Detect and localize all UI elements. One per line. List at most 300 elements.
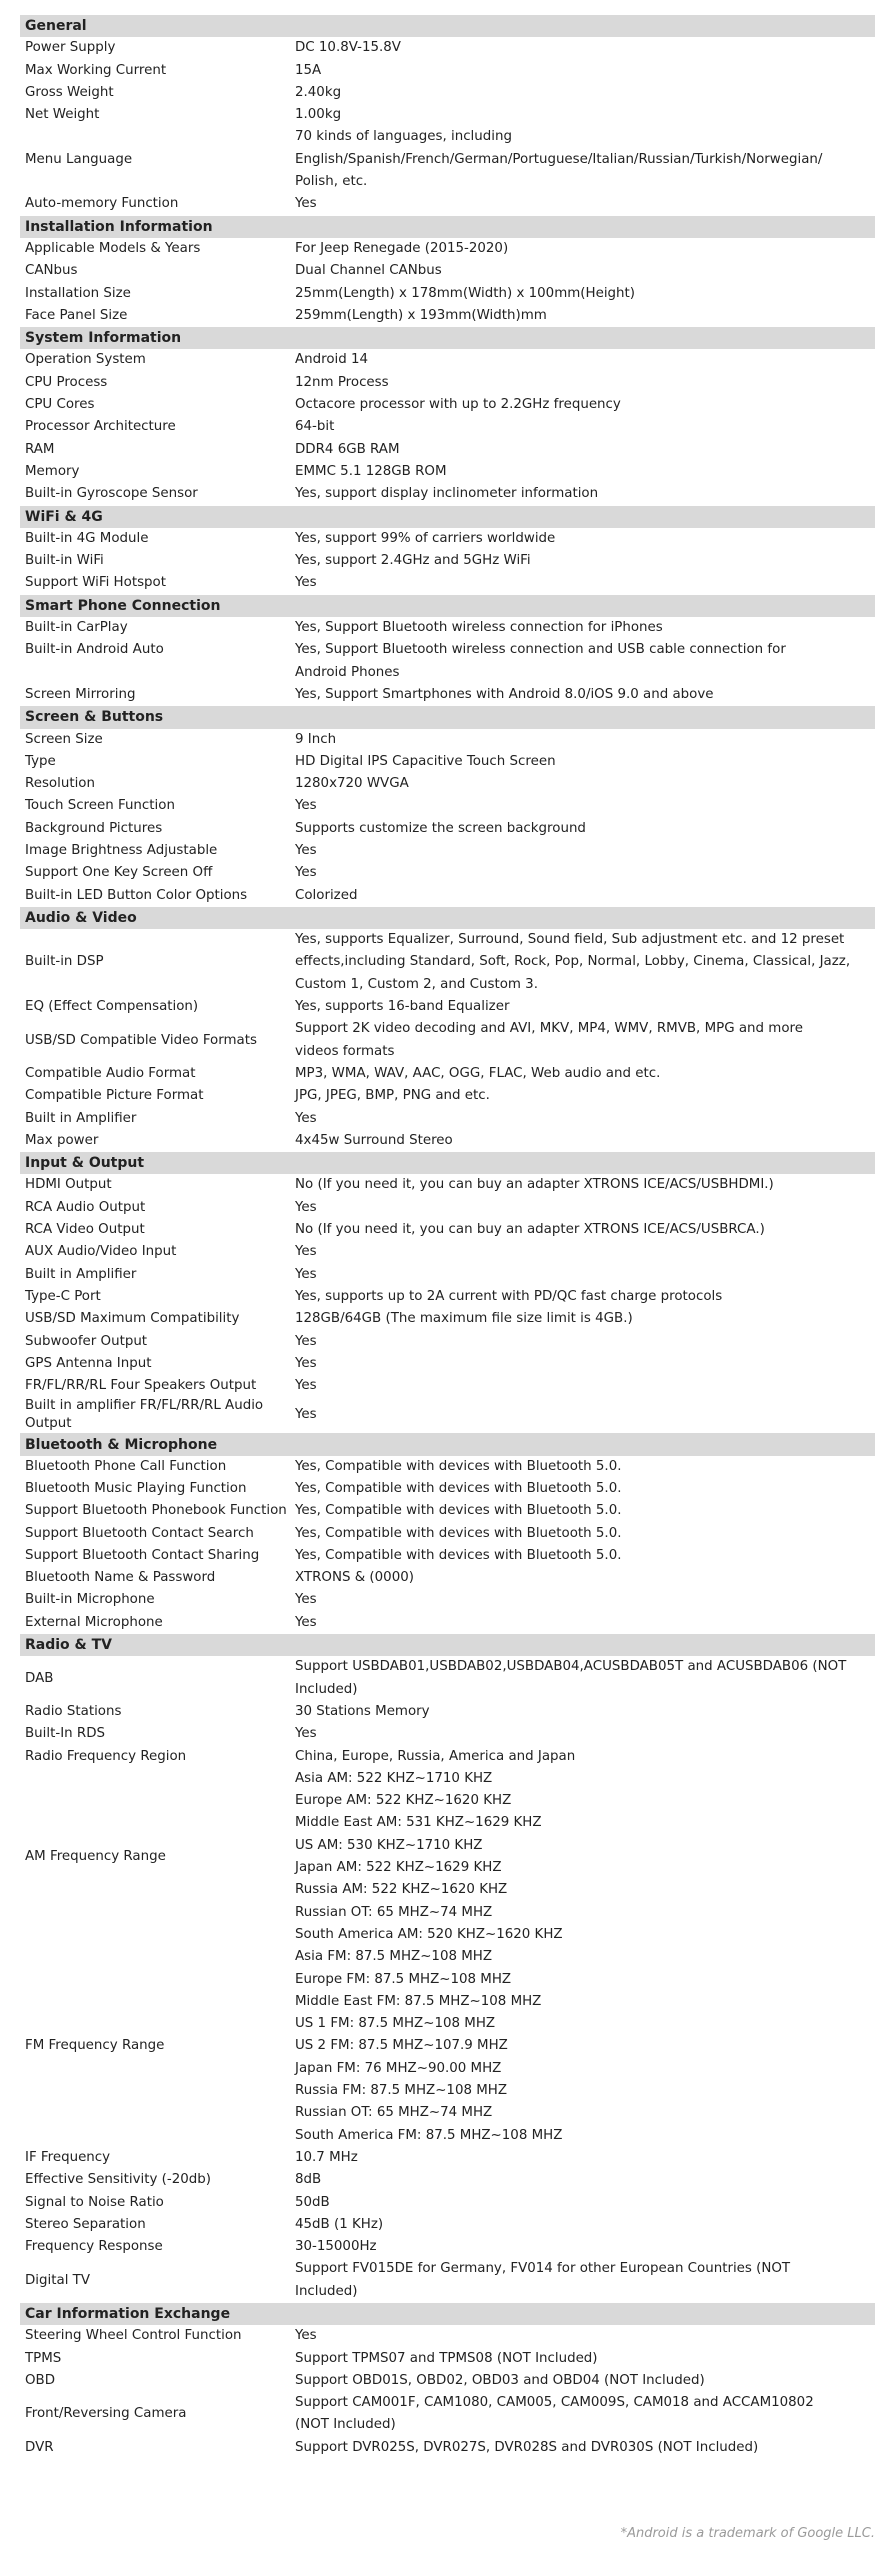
- spec-label: CPU Process: [25, 374, 108, 390]
- section-header: Bluetooth & Microphone: [20, 1433, 875, 1455]
- spec-value-line: South America AM: 520 KHZ~1620 KHZ: [295, 1926, 563, 1942]
- spec-label: Auto-memory Function: [25, 196, 179, 212]
- spec-value: [295, 1130, 875, 1152]
- spec-value-line: Yes: [295, 1378, 317, 1394]
- spec-value: [295, 2392, 875, 2437]
- spec-row: [20, 60, 875, 82]
- spec-value-line: 8dB: [295, 2172, 322, 2188]
- spec-label: GPS Antenna Input: [25, 1355, 152, 1371]
- spec-value: [295, 1264, 875, 1286]
- spec-row: [20, 773, 875, 795]
- spec-value-line: Yes, support 99% of carriers worldwide: [295, 530, 556, 546]
- spec-value: [295, 461, 875, 483]
- spec-row: [20, 372, 875, 394]
- spec-value-line: XTRONS & (0000): [295, 1570, 414, 1586]
- section-header: Radio & TV: [20, 1634, 875, 1656]
- spec-value: [295, 37, 875, 59]
- spec-value: [295, 2325, 875, 2347]
- spec-row: [20, 1219, 875, 1241]
- spec-label: Applicable Models & Years: [25, 240, 201, 256]
- spec-row: [20, 840, 875, 862]
- spec-value: [295, 795, 875, 817]
- spec-row: [20, 1331, 875, 1353]
- spec-value-line: Support TPMS07 and TPMS08 (NOT Included): [295, 2350, 598, 2366]
- spec-row: [20, 1018, 875, 1063]
- spec-row: [20, 1500, 875, 1522]
- spec-label: EQ (Effect Compensation): [25, 999, 199, 1015]
- spec-value: [295, 2437, 875, 2459]
- spec-label: Support WiFi Hotspot: [25, 575, 166, 591]
- spec-value: [295, 1746, 875, 1768]
- spec-value: [295, 82, 875, 104]
- spec-value-line: Supports customize the screen background: [295, 820, 586, 836]
- spec-row: [20, 929, 875, 996]
- spec-value-line: Yes, support 2.4GHz and 5GHz WiFi: [295, 553, 531, 569]
- spec-row: [20, 461, 875, 483]
- spec-value: [295, 1612, 875, 1634]
- spec-value: [295, 1456, 875, 1478]
- spec-label: IF Frequency: [25, 2149, 111, 2165]
- spec-value: [295, 840, 875, 862]
- spec-value-line: No (If you need it, you can buy an adapter XTRONS ICE/ACS/USBHDMI.): [295, 1177, 774, 1193]
- spec-row: [20, 2392, 875, 2437]
- spec-value-line: Yes: [295, 1614, 317, 1630]
- spec-value-line: US 2 FM: 87.5 MHZ~107.9 MHZ: [295, 2038, 508, 2054]
- spec-label: DAB: [25, 1670, 54, 1686]
- spec-row: [20, 751, 875, 773]
- spec-row: [20, 1701, 875, 1723]
- section-header: Installation Information: [20, 216, 875, 238]
- spec-value-line: 12nm Process: [295, 374, 389, 390]
- spec-value-line: Yes: [295, 842, 317, 858]
- spec-label: Subwoofer Output: [25, 1333, 148, 1349]
- spec-label: Radio Frequency Region: [25, 1748, 187, 1764]
- spec-value-line: Yes, Compatible with devices with Bluetooth 5.0.: [295, 1458, 622, 1474]
- spec-row: [20, 416, 875, 438]
- spec-value-line: Yes, Compatible with devices with Bluetooth 5.0.: [295, 1503, 622, 1519]
- spec-value: [295, 1567, 875, 1589]
- spec-value: [295, 729, 875, 751]
- spec-value-line: Dual Channel CANbus: [295, 263, 442, 279]
- section-header: Screen & Buttons: [20, 706, 875, 728]
- spec-value: [295, 1768, 875, 1946]
- spec-value: [295, 1723, 875, 1745]
- spec-value: [295, 1353, 875, 1375]
- spec-row: [20, 1656, 875, 1701]
- spec-value-line: 10.7 MHz: [295, 2149, 358, 2165]
- spec-value: [295, 283, 875, 305]
- spec-value-line: China, Europe, Russia, America and Japan: [295, 1748, 576, 1764]
- section-header: Car Information Exchange: [20, 2303, 875, 2325]
- spec-value-line: Yes, Support Smartphones with Android 8.0/iOS 9.0 and above: [295, 686, 714, 702]
- spec-value-line: 15A: [295, 62, 322, 78]
- spec-value-line: Yes, Compatible with devices with Bluetooth 5.0.: [295, 1547, 622, 1563]
- spec-label: Screen Mirroring: [25, 686, 136, 702]
- spec-value: [295, 1404, 875, 1426]
- spec-value: [295, 1589, 875, 1611]
- spec-label: Built-in DSP: [25, 954, 104, 970]
- spec-label: Compatible Audio Format: [25, 1065, 196, 1081]
- spec-label: USB/SD Maximum Compatibility: [25, 1311, 240, 1327]
- spec-value-line: 30 Stations Memory: [295, 1703, 430, 1719]
- spec-label: Built-in CarPlay: [25, 620, 128, 636]
- spec-row: [20, 1523, 875, 1545]
- spec-label: Image Brightness Adjustable: [25, 842, 218, 858]
- spec-label: Front/Reversing Camera: [25, 2406, 187, 2422]
- spec-value-line: Yes: [295, 196, 317, 212]
- spec-value-line: Yes: [295, 1355, 317, 1371]
- spec-label: Built in amplifier FR/FL/RR/RL Audio Output: [25, 1398, 264, 1432]
- spec-value-line: Yes, Support Bluetooth wireless connection for iPhones: [295, 620, 663, 636]
- spec-value-line: Yes: [295, 2328, 317, 2344]
- spec-value-line: Middle East FM: 87.5 MHZ~108 MHZ: [295, 1993, 542, 2009]
- spec-value: [295, 751, 875, 773]
- spec-value-line: Yes, Compatible with devices with Bluetooth 5.0.: [295, 1481, 622, 1496]
- spec-value-line: Russian OT: 65 MHZ~74 MHZ: [295, 1904, 493, 1920]
- spec-value: [295, 2258, 875, 2303]
- spec-value-line: Russia AM: 522 KHZ~1620 KHZ: [295, 1882, 508, 1898]
- spec-label: External Microphone: [25, 1614, 163, 1630]
- spec-label: OBD: [25, 2372, 56, 2388]
- spec-label: Steering Wheel Control Function: [25, 2328, 242, 2344]
- spec-label: Built-in WiFi: [25, 553, 104, 569]
- spec-row: [20, 996, 875, 1018]
- spec-value-line: Yes: [295, 798, 317, 814]
- spec-value-line: 45dB (1 KHz): [295, 2216, 384, 2232]
- spec-label: RAM: [25, 441, 55, 457]
- spec-label: Bluetooth Phone Call Function: [25, 1458, 227, 1474]
- spec-row: [20, 1241, 875, 1263]
- spec-row: [20, 2169, 875, 2191]
- spec-label: Net Weight: [25, 107, 100, 123]
- spec-value-line: (NOT Included): [295, 2417, 396, 2433]
- spec-value: [295, 773, 875, 795]
- spec-value-line: Russia FM: 87.5 MHZ~108 MHZ: [295, 2083, 508, 2099]
- spec-row: [20, 2192, 875, 2214]
- spec-value: [295, 193, 875, 215]
- spec-value-line: Android Phones: [295, 664, 400, 680]
- spec-value-line: Yes, supports up to 2A current with PD/QC fast charge protocols: [295, 1288, 723, 1304]
- spec-value-line: Yes: [295, 1592, 317, 1608]
- spec-row: [20, 1768, 875, 1946]
- spec-value: [295, 996, 875, 1018]
- spec-value: [295, 104, 875, 126]
- spec-value-line: Yes: [295, 1726, 317, 1742]
- spec-value: [295, 1701, 875, 1723]
- spec-row: [20, 349, 875, 371]
- spec-value-line: Custom 1, Custom 2, and Custom 3.: [295, 976, 538, 992]
- spec-row: [20, 1174, 875, 1196]
- spec-label: Support One Key Screen Off: [25, 865, 213, 881]
- spec-label: Stereo Separation: [25, 2216, 146, 2232]
- spec-row: [20, 617, 875, 639]
- spec-value: [295, 1286, 875, 1308]
- spec-label: Screen Size: [25, 731, 103, 747]
- spec-value-line: Asia FM: 87.5 MHZ~108 MHZ: [295, 1949, 493, 1965]
- spec-label: Compatible Picture Format: [25, 1088, 204, 1104]
- spec-row: [20, 1478, 875, 1500]
- spec-value: [295, 617, 875, 639]
- spec-value: [295, 929, 875, 996]
- section-header: Smart Phone Connection: [20, 595, 875, 617]
- spec-value: [295, 238, 875, 260]
- spec-label: Installation Size: [25, 285, 131, 301]
- spec-label: Support Bluetooth Contact Sharing: [25, 1547, 260, 1563]
- spec-row: [20, 283, 875, 305]
- spec-row: [20, 729, 875, 751]
- spec-value-line: Japan AM: 522 KHZ~1629 KHZ: [295, 1860, 502, 1876]
- spec-value-line: Colorized: [295, 887, 358, 903]
- spec-row: [20, 1746, 875, 1768]
- spec-label: DVR: [25, 2439, 54, 2455]
- spec-value: [295, 394, 875, 416]
- spec-value: [295, 1500, 875, 1522]
- spec-value: [295, 126, 875, 193]
- spec-row: [20, 2214, 875, 2236]
- spec-row: [20, 260, 875, 282]
- spec-value-line: HD Digital IPS Capacitive Touch Screen: [295, 753, 556, 769]
- spec-value-line: 50dB: [295, 2194, 330, 2210]
- spec-value: [295, 1108, 875, 1130]
- spec-row: [20, 1589, 875, 1611]
- spec-label: Frequency Response: [25, 2239, 163, 2255]
- spec-row: [20, 1085, 875, 1107]
- spec-value: [295, 1308, 875, 1330]
- spec-value-line: effects,including Standard, Soft, Rock, Pop, Normal, Lobby, Cinema, Classical, Jazz,: [295, 954, 851, 970]
- spec-value: [295, 305, 875, 327]
- spec-label: Touch Screen Function: [25, 798, 175, 814]
- section-header: General: [20, 15, 875, 37]
- spec-value-line: Support USBDAB01,USBDAB02,USBDAB04,ACUSBDAB05T and ACUSBDAB06 (NOT: [295, 1659, 847, 1675]
- spec-value-line: Octacore processor with up to 2.2GHz frequency: [295, 397, 621, 413]
- spec-value: [295, 2236, 875, 2258]
- spec-label: Built-in LED Button Color Options: [25, 887, 248, 903]
- spec-label: Built-In RDS: [25, 1726, 106, 1742]
- spec-value-line: 259mm(Length) x 193mm(Width)mm: [295, 307, 547, 323]
- spec-value-line: 4x45w Surround Stereo: [295, 1132, 453, 1148]
- spec-value: [295, 550, 875, 572]
- spec-value-line: Russian OT: 65 MHZ~74 MHZ: [295, 2105, 493, 2121]
- spec-row: [20, 1308, 875, 1330]
- spec-label: TPMS: [25, 2350, 62, 2366]
- spec-row: [20, 1397, 875, 1433]
- spec-label: Memory: [25, 463, 80, 479]
- spec-value-line: Included): [295, 2283, 358, 2299]
- spec-row: [20, 1612, 875, 1634]
- spec-value: [295, 1523, 875, 1545]
- spec-row: [20, 1108, 875, 1130]
- spec-row: [20, 2236, 875, 2258]
- spec-value-line: 30-15000Hz: [295, 2239, 377, 2255]
- spec-value-line: 1.00kg: [295, 107, 342, 123]
- spec-row: [20, 439, 875, 461]
- spec-value: [295, 528, 875, 550]
- spec-value-line: Japan FM: 76 MHZ~90.00 MHZ: [295, 2060, 502, 2076]
- spec-row: [20, 1375, 875, 1397]
- spec-label: Bluetooth Name & Password: [25, 1570, 216, 1586]
- spec-value-line: Support OBD01S, OBD02, OBD03 and OBD04 (NOT Included): [295, 2372, 705, 2388]
- spec-row: [20, 684, 875, 706]
- spec-value-line: Support DVR025S, DVR027S, DVR028S and DVR030S (NOT Included): [295, 2439, 759, 2455]
- spec-value: [295, 862, 875, 884]
- spec-value: [295, 1545, 875, 1567]
- spec-row: [20, 2437, 875, 2459]
- spec-value: [295, 1197, 875, 1219]
- spec-value-line: videos formats: [295, 1043, 395, 1059]
- spec-row: [20, 394, 875, 416]
- section-header: Input & Output: [20, 1152, 875, 1174]
- spec-value: [295, 60, 875, 82]
- spec-value-line: 64-bit: [295, 419, 335, 435]
- spec-label: FM Frequency Range: [25, 2038, 165, 2054]
- spec-row: [20, 1063, 875, 1085]
- spec-value: [295, 885, 875, 907]
- spec-value: [295, 1018, 875, 1063]
- spec-label: Support Bluetooth Contact Search: [25, 1525, 254, 1541]
- spec-value-line: Yes, supports 16-band Equalizer: [295, 999, 510, 1015]
- spec-value-line: Support CAM001F, CAM1080, CAM005, CAM009S, CAM018 and ACCAM10802: [295, 2395, 814, 2411]
- spec-row: [20, 795, 875, 817]
- spec-label: Processor Architecture: [25, 419, 176, 435]
- spec-value: [295, 639, 875, 684]
- spec-row: [20, 1946, 875, 2147]
- spec-value-line: Europe FM: 87.5 MHZ~108 MHZ: [295, 1971, 512, 1987]
- spec-value-line: Yes, Support Bluetooth wireless connection and USB cable connection for: [295, 642, 786, 658]
- spec-label: CPU Cores: [25, 397, 95, 413]
- spec-table: [20, 15, 875, 2459]
- spec-row: [20, 483, 875, 505]
- spec-value-line: Yes, support display inclinometer information: [295, 486, 599, 502]
- spec-label: AM Frequency Range: [25, 1848, 166, 1864]
- spec-row: [20, 1567, 875, 1589]
- spec-row: [20, 2147, 875, 2169]
- spec-value: [295, 416, 875, 438]
- spec-row: [20, 2370, 875, 2392]
- spec-value-line: DDR4 6GB RAM: [295, 441, 400, 457]
- spec-value-line: Support FV015DE for Germany, FV014 for other European Countries (NOT: [295, 2261, 791, 2277]
- spec-value: [295, 1063, 875, 1085]
- spec-value-line: South America FM: 87.5 MHZ~108 MHZ: [295, 2127, 563, 2143]
- spec-value: [295, 349, 875, 371]
- spec-value: [295, 1331, 875, 1353]
- spec-value-line: Europe AM: 522 KHZ~1620 KHZ: [295, 1793, 512, 1809]
- spec-label: Built-in Microphone: [25, 1592, 155, 1608]
- spec-label: Max Working Current: [25, 62, 167, 78]
- spec-value: [295, 1241, 875, 1263]
- spec-label: Built in Amplifier: [25, 1110, 137, 1126]
- spec-row: [20, 1456, 875, 1478]
- spec-row: [20, 305, 875, 327]
- spec-label: Type-C Port: [25, 1288, 101, 1304]
- spec-label: Signal to Noise Ratio: [25, 2194, 164, 2210]
- spec-value: [295, 260, 875, 282]
- spec-label: Resolution: [25, 776, 95, 792]
- spec-value-line: Yes: [295, 575, 317, 591]
- spec-label: Built in Amplifier: [25, 1266, 137, 1282]
- spec-value-line: For Jeep Renegade (2015-2020): [295, 240, 509, 256]
- spec-row: [20, 1545, 875, 1567]
- spec-value-line: No (If you need it, you can buy an adapter XTRONS ICE/ACS/USBRCA.): [295, 1222, 765, 1238]
- spec-row: [20, 1286, 875, 1308]
- trademark-note: *Android is a trademark of Google LLC.: [620, 2526, 875, 2541]
- spec-value-line: English/Spanish/French/German/Portuguese/Italian/Russian/Turkish/Norwegian/: [295, 151, 823, 167]
- spec-row: [20, 193, 875, 215]
- spec-label: FR/FL/RR/RL Four Speakers Output: [25, 1378, 257, 1394]
- spec-value-line: Support 2K video decoding and AVI, MKV, MP4, WMV, RMVB, MPG and more: [295, 1021, 803, 1037]
- spec-value: [295, 1478, 875, 1500]
- spec-value-line: Yes, supports Equalizer, Surround, Sound field, Sub adjustment etc. and 12 preset: [295, 932, 845, 948]
- spec-value-line: Yes: [295, 1199, 317, 1215]
- spec-row: [20, 572, 875, 594]
- spec-label: Digital TV: [25, 2272, 91, 2288]
- spec-label: Power Supply: [25, 40, 116, 56]
- spec-value-line: Polish, etc.: [295, 174, 368, 190]
- spec-value-line: EMMC 5.1 128GB ROM: [295, 463, 447, 479]
- spec-label: Operation System: [25, 352, 146, 368]
- spec-value-line: Yes: [295, 1266, 317, 1282]
- spec-label: Effective Sensitivity (-20db): [25, 2172, 211, 2188]
- spec-row: [20, 550, 875, 572]
- spec-value: [295, 1375, 875, 1397]
- spec-label: Support Bluetooth Phonebook Function: [25, 1503, 287, 1519]
- spec-row: [20, 2348, 875, 2370]
- spec-value: [295, 2214, 875, 2236]
- spec-label: CANbus: [25, 263, 78, 279]
- spec-row: [20, 862, 875, 884]
- spec-value-line: Yes: [295, 1333, 317, 1349]
- spec-value: [295, 818, 875, 840]
- spec-label: Background Pictures: [25, 820, 163, 836]
- spec-row: [20, 2258, 875, 2303]
- section-header: Audio & Video: [20, 907, 875, 929]
- spec-value-line: Android 14: [295, 352, 369, 368]
- spec-row: [20, 528, 875, 550]
- spec-value: [295, 1656, 875, 1701]
- spec-value: [295, 572, 875, 594]
- spec-label: RCA Audio Output: [25, 1199, 146, 1215]
- spec-value: [295, 1946, 875, 2147]
- spec-value-line: 25mm(Length) x 178mm(Width) x 100mm(Height): [295, 285, 635, 301]
- spec-value-line: Middle East AM: 531 KHZ~1629 KHZ: [295, 1815, 542, 1831]
- spec-value-line: US 1 FM: 87.5 MHZ~108 MHZ: [295, 2016, 496, 2032]
- spec-value-line: DC 10.8V-15.8V: [295, 40, 401, 56]
- spec-value: [295, 2169, 875, 2191]
- spec-value-line: Yes: [295, 865, 317, 881]
- spec-label: Gross Weight: [25, 84, 114, 100]
- spec-label: Type: [25, 753, 56, 769]
- spec-row: [20, 82, 875, 104]
- spec-value-line: 128GB/64GB (The maximum file size limit is 4GB.): [295, 1311, 633, 1327]
- spec-row: [20, 639, 875, 684]
- spec-row: [20, 1130, 875, 1152]
- spec-label: Max power: [25, 1132, 99, 1148]
- section-header: WiFi & 4G: [20, 506, 875, 528]
- spec-row: [20, 1353, 875, 1375]
- spec-row: [20, 885, 875, 907]
- spec-value: [295, 483, 875, 505]
- spec-row: [20, 1197, 875, 1219]
- spec-label: HDMI Output: [25, 1177, 112, 1193]
- spec-label: Face Panel Size: [25, 307, 128, 323]
- spec-label: Built-in Android Auto: [25, 642, 164, 658]
- spec-value-line: Yes: [295, 1407, 317, 1423]
- spec-row: [20, 1264, 875, 1286]
- spec-row: [20, 2325, 875, 2347]
- spec-value-line: Yes: [295, 1110, 317, 1126]
- spec-value-line: 1280x720 WVGA: [295, 776, 409, 792]
- spec-value-line: US AM: 530 KHZ~1710 KHZ: [295, 1837, 483, 1853]
- spec-label: Bluetooth Music Playing Function: [25, 1481, 247, 1496]
